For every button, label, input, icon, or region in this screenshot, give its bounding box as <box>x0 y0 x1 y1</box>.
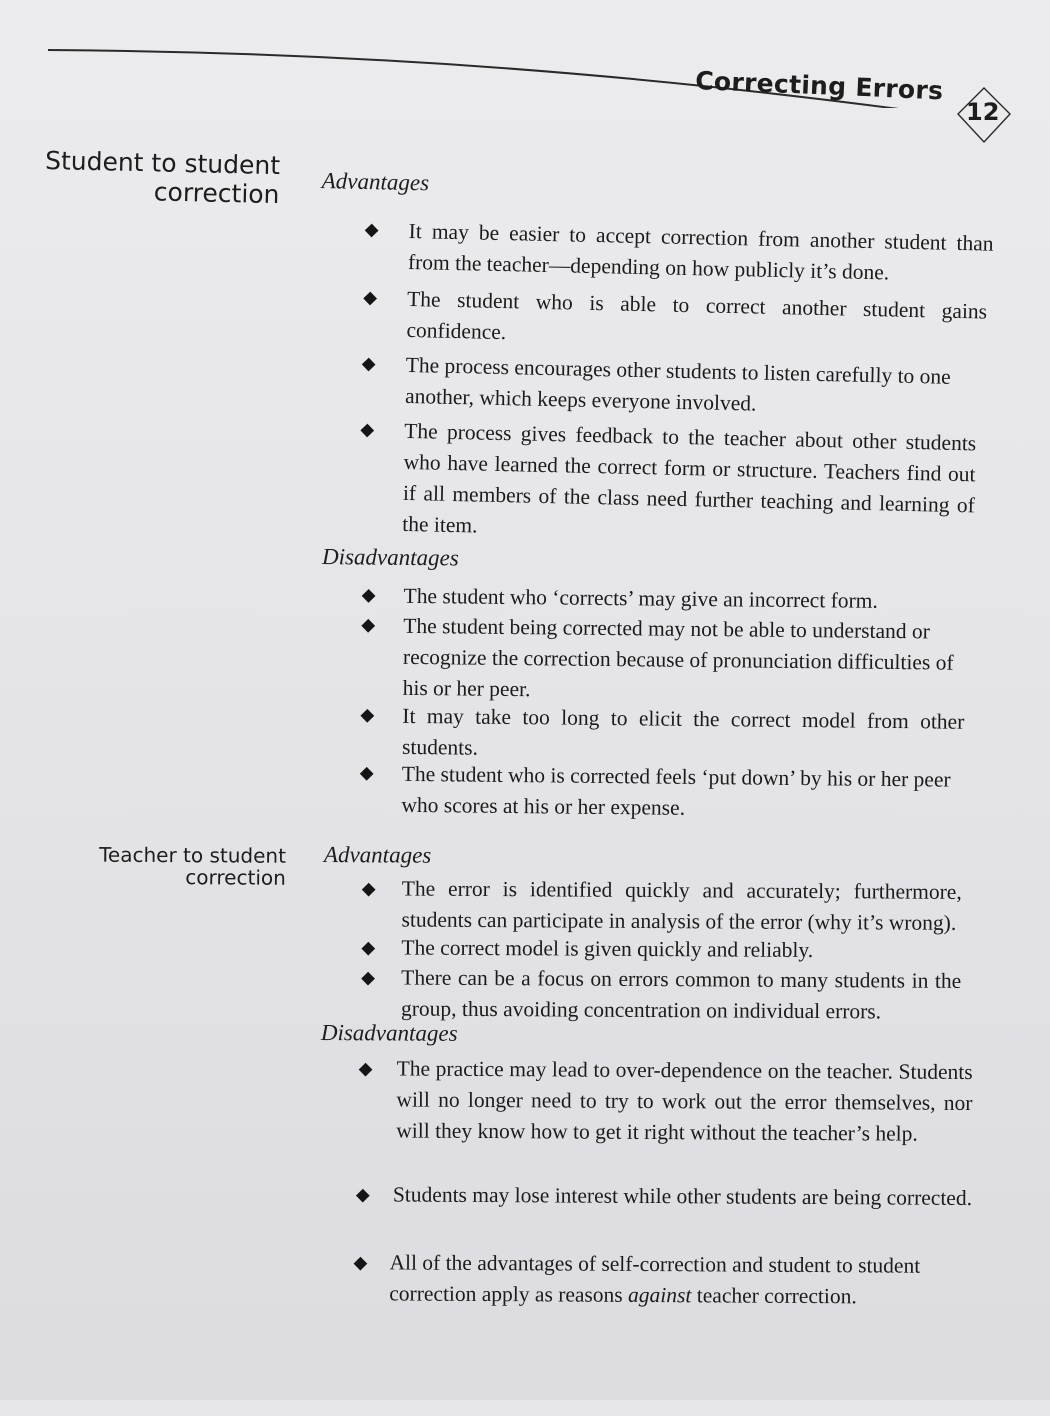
list-item: The student who ‘corrects’ may give an incorrect form. <box>403 583 878 613</box>
bullet-icon: ◆ <box>361 967 376 989</box>
list-item: The practice may lead to over-dependence on the teacher. Students will no longer need to try to work out the error themselves, nor will they know how to get it right without the teacher’s help. <box>396 1056 973 1146</box>
bullet-icon: ◆ <box>355 1184 370 1206</box>
advantages-heading: Advantages <box>321 168 430 196</box>
list-item-text: teacher correction. <box>691 1283 857 1309</box>
list-item: It may be easier to accept correction from another student than from the teacher—depending on how publicly it’s done. <box>407 218 994 285</box>
bullet-icon: ◆ <box>364 218 379 241</box>
list-item <box>389 1247 987 1313</box>
list-item: The student who is corrected feels ‘put down’ by his or her peer who scores at his or her expense. <box>401 761 951 820</box>
section-label-line: Student to student <box>44 146 281 181</box>
bullet-icon: ◆ <box>361 584 376 606</box>
list-item: The correct model is given quickly and reliably. <box>401 935 814 963</box>
list-item: The error is identified quickly and accurately; furthermore, students can participate in analysis of the error (why it’s wrong). <box>401 876 962 935</box>
disadvantages-heading: Disadvantages <box>321 544 459 571</box>
list-item: The student who is able to correct another student gains confidence. <box>406 286 988 345</box>
list-item: The process gives feedback to the teacher about other students who have learned the correct form or structure. Teachers find out if all members of the class need further teaching and learning of the item. <box>402 418 977 538</box>
section-label <box>60 843 286 888</box>
list-item: The process encourages other students to listen carefully to one another, which keeps everyone involved. <box>404 352 951 416</box>
list-item: It may take too long to elicit the correct model from other students. <box>401 703 965 760</box>
chapter-title: Correcting Errors <box>694 66 944 106</box>
list-item: There can be a focus on errors common to many students in the group, thus avoiding concentration on individual errors. <box>400 965 962 1024</box>
bullet-icon: ◆ <box>360 418 375 441</box>
bullet-icon: ◆ <box>361 937 376 959</box>
bullet-icon: ◆ <box>360 704 375 726</box>
bullet-icon: ◆ <box>361 352 376 375</box>
section-label-line: correction <box>185 865 286 890</box>
page-number: 12 <box>966 98 1000 126</box>
section-label-line: correction <box>153 177 280 210</box>
list-item: The student being corrected may not be able to understand or recognize the correction because of pronunciation difficulties of his or her peer. <box>402 613 954 702</box>
section-label-line: Teacher to student <box>99 842 287 868</box>
list-item: Students may lose interest while other students are being corrected. <box>392 1182 973 1210</box>
bullet-icon: ◆ <box>363 286 378 309</box>
bullet-icon: ◆ <box>353 1252 368 1274</box>
disadvantages-heading: Disadvantages <box>320 1020 458 1046</box>
bullet-icon: ◆ <box>361 878 376 900</box>
bullet-icon: ◆ <box>361 614 376 636</box>
advantages-heading: Advantages <box>323 842 432 868</box>
bullet-icon: ◆ <box>358 1058 373 1080</box>
list-item-text: All of the advantages of self-correction and student to student correction apply as reasons <box>389 1250 921 1307</box>
bullet-icon: ◆ <box>359 762 374 784</box>
list-item-emphasis: against <box>628 1282 692 1308</box>
